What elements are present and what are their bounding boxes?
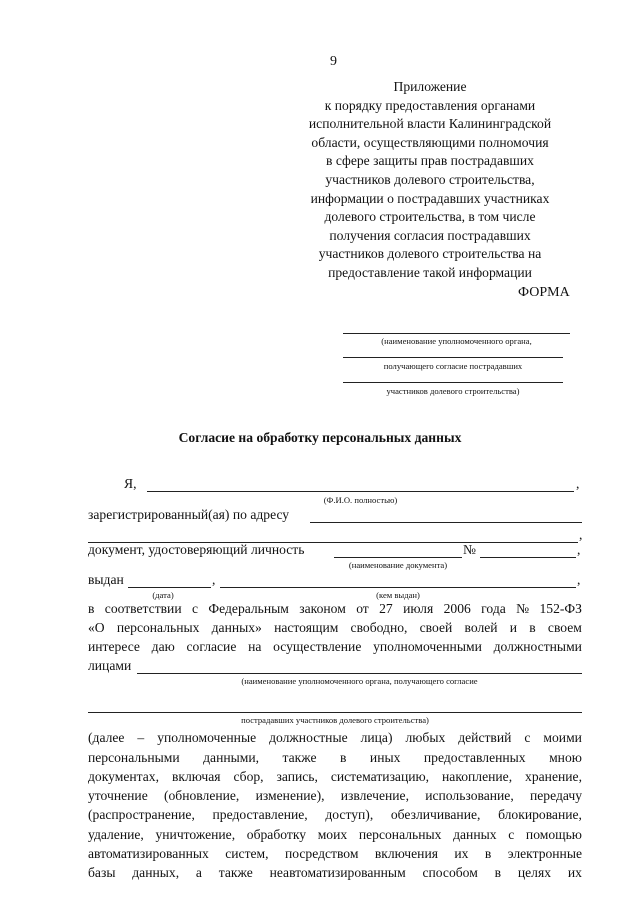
word: должностные (269, 730, 348, 745)
persons-label: лицами (88, 658, 132, 673)
word: должностными (493, 639, 582, 654)
appendix-line: информации о пострадавших участниках (310, 190, 550, 206)
word: обработку (246, 827, 307, 842)
word: 152-ФЗ (539, 601, 582, 616)
word: их (454, 846, 469, 861)
comma: , (212, 572, 216, 587)
word: 2006 (443, 601, 471, 616)
word: в (88, 601, 95, 616)
word: помощью (525, 827, 582, 842)
word: также (218, 865, 253, 880)
word: систематизацию, (330, 769, 430, 784)
word: удаление, (88, 827, 144, 842)
word: извлечение, (340, 788, 409, 803)
word: сбор, (233, 769, 264, 784)
word: моих (317, 827, 348, 842)
word: с (524, 730, 531, 745)
word: № (516, 601, 530, 616)
word: с (508, 827, 515, 842)
fio-line[interactable] (147, 491, 574, 492)
document-label: документ, удостоверяющий личность (88, 542, 305, 557)
word: настоящим (274, 620, 339, 635)
comma: , (577, 572, 581, 587)
ya-label: Я, (124, 476, 137, 491)
word: передачу (530, 788, 582, 803)
word: «О (88, 620, 105, 635)
word: моими (543, 730, 582, 745)
word: в (494, 865, 502, 880)
recipient-caption-2: получающего согласие пострадавших (383, 361, 523, 371)
word: в (529, 620, 536, 635)
issuer-caption: (кем выдан) (376, 590, 420, 600)
registered-label: зарегистрированный(ая) по адресу (88, 507, 290, 522)
word: включая (171, 769, 221, 784)
word: автоматизированных (88, 846, 209, 861)
recipient-line-3 (343, 382, 563, 383)
paragraph2-line (88, 846, 582, 862)
word: накопление, (442, 769, 513, 784)
org-caption-2: пострадавших участников долевого строительства) (241, 715, 429, 725)
word: использование, (425, 788, 514, 803)
appendix-line: к порядку предоставления органами (324, 97, 536, 113)
word: на (248, 639, 262, 654)
word: блокирование, (498, 807, 582, 822)
word: (обновление, (163, 788, 240, 803)
word: электронные (507, 846, 582, 861)
word: неавтоматизированным (269, 865, 406, 880)
word: персональных (116, 620, 200, 635)
word: базы (88, 865, 116, 880)
word: даю (151, 639, 175, 654)
word: данных, (132, 865, 180, 880)
paragraph1-line (88, 620, 582, 636)
word: 27 (379, 601, 393, 616)
issued-date-line[interactable] (128, 587, 211, 588)
document-name-caption: (наименование документа) (348, 560, 448, 570)
appendix-block (300, 78, 560, 283)
word: иных (369, 750, 401, 765)
word: от (356, 601, 369, 616)
word: хранение, (525, 769, 582, 784)
document-title: Согласие на обработку персональных данных (178, 430, 462, 445)
paragraph2-line (88, 730, 582, 746)
word: своем (547, 620, 582, 635)
word: Федеральным (208, 601, 289, 616)
word: уничтожение, (155, 827, 236, 842)
word: июля (403, 601, 434, 616)
word: также (282, 750, 317, 765)
word: свободно, (350, 620, 408, 635)
org-line-1[interactable] (137, 673, 582, 674)
word: запись, (276, 769, 318, 784)
comma: , (576, 476, 580, 491)
word: способом (422, 865, 478, 880)
recipient-line-1 (343, 333, 570, 334)
word: лица) (360, 730, 393, 745)
document-name-line[interactable] (334, 557, 462, 558)
number-sign: № (463, 542, 476, 557)
word: года (481, 601, 506, 616)
word: данных» (211, 620, 262, 635)
word: в (484, 846, 492, 861)
comma: , (579, 527, 583, 542)
appendix-line: в сфере защиты прав пострадавших (326, 153, 534, 169)
word: изменение), (255, 788, 325, 803)
word: волей (464, 620, 498, 635)
word: своей (419, 620, 453, 635)
appendix-line: исполнительной власти Калининградской (308, 116, 552, 132)
word: (распространение, (88, 807, 195, 822)
appendix-line: предоставление такой информации (328, 264, 532, 280)
appendix-line: участников долевого строительства на (318, 246, 542, 262)
word: действий (458, 730, 512, 745)
word: уполномоченные (157, 730, 257, 745)
word: (далее (88, 730, 125, 745)
word: систем, (225, 846, 269, 861)
issued-label: выдан (88, 572, 124, 587)
date-caption: (дата) (152, 590, 174, 600)
word: обезличивание, (390, 807, 481, 822)
word: предоставленных (423, 750, 526, 765)
paragraph2-line (88, 788, 582, 804)
appendix-line: области, осуществляющими полномочия (311, 134, 549, 150)
word: а (195, 865, 202, 880)
appendix-line: Приложение (393, 79, 467, 94)
recipient-caption-1: (наименование уполномоченного органа, (381, 336, 532, 346)
word: и (509, 620, 518, 635)
paragraph2-line (88, 807, 582, 823)
word: персональных (358, 827, 442, 842)
appendix-line: получения согласия пострадавших (329, 227, 531, 243)
org-line-2[interactable] (88, 712, 582, 713)
recipient-line-2 (343, 357, 563, 358)
appendix-line: долевого строительства, в том числе (324, 209, 536, 225)
paragraph2-line (88, 769, 582, 785)
word: – (137, 730, 145, 745)
document-number-line[interactable] (480, 557, 576, 558)
word: мною (549, 750, 582, 765)
word: законом (299, 601, 346, 616)
word: данными, (203, 750, 260, 765)
word: интересе (88, 639, 140, 654)
word: предоставление, (212, 807, 308, 822)
paragraph2-line (88, 827, 582, 843)
paragraph2-line (88, 865, 582, 881)
word: в (340, 750, 347, 765)
word: данных (453, 827, 497, 842)
word: включения (374, 846, 438, 861)
word: их (567, 865, 582, 880)
word: согласие (186, 639, 237, 654)
paragraph1-line (88, 639, 582, 655)
form-label: ФОРМА (518, 285, 570, 300)
comma: , (577, 542, 581, 557)
paragraph2-line (88, 750, 582, 766)
word: осуществление (273, 639, 362, 654)
page-number: 9 (330, 54, 337, 69)
appendix-line: участников долевого строительства, (325, 171, 535, 187)
recipient-caption-3: участников долевого строительства) (386, 386, 520, 396)
word: доступ), (325, 807, 374, 822)
word: персональными (88, 750, 180, 765)
word: документах, (88, 769, 159, 784)
word: целях (517, 865, 552, 880)
paragraph1-line (88, 601, 582, 617)
word: уточнение (88, 788, 148, 803)
fio-caption: (Ф.И.О. полностью) (323, 495, 398, 505)
address-line-1[interactable] (310, 522, 582, 523)
word: соответствии (104, 601, 182, 616)
word: любых (405, 730, 446, 745)
issuer-line[interactable] (220, 587, 576, 588)
word: посредством (284, 846, 359, 861)
word: уполномоченными (373, 639, 482, 654)
org-caption-1: (наименование уполномоченного органа, получающего согласие (241, 676, 478, 686)
word: с (191, 601, 199, 616)
